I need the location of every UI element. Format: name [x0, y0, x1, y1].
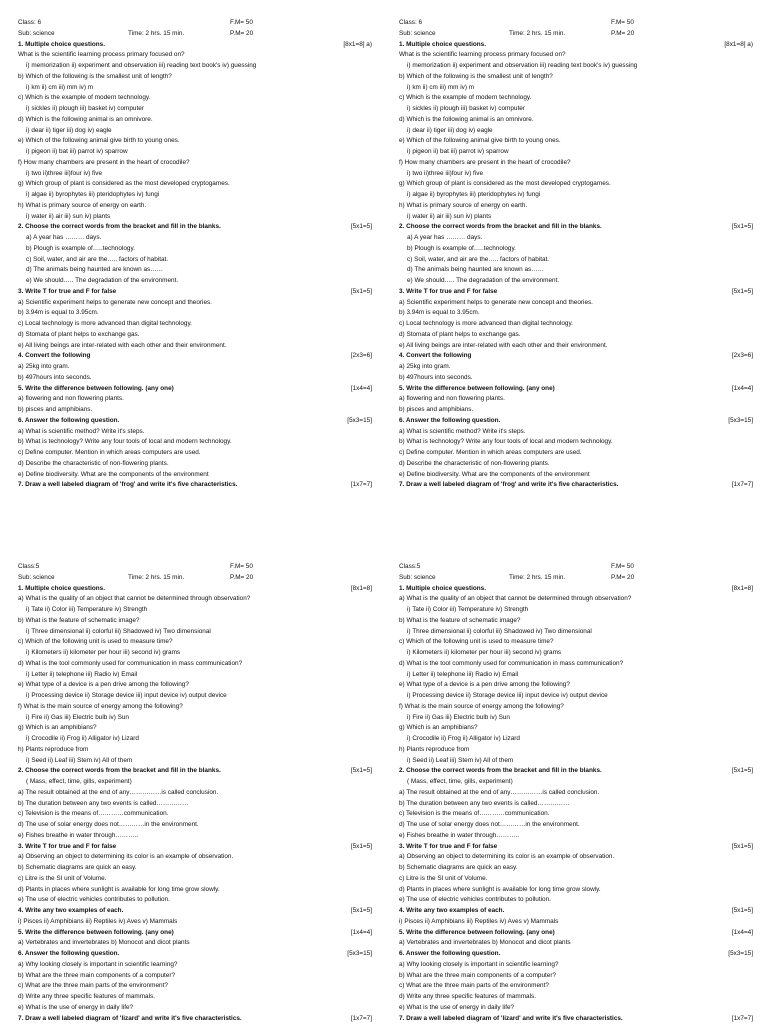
section-marks: [5x3=15] — [728, 950, 753, 957]
question-line: b) What is the feature of schematic image? — [399, 616, 521, 624]
options-line: i) algae ii) byrophytes iii) pteridophytes iv) fungi — [407, 191, 541, 198]
question-line: a) Scientific experiment helps to generate new concept and theories. — [399, 298, 593, 306]
options-line: i) Three dimensional ii) colorful iii) Shadowed iv) Two dimensional — [407, 627, 592, 635]
exam-paper-class5-right — [399, 562, 759, 1024]
question-line: a) 25kg into gram. — [399, 363, 451, 370]
question-line: b) 497hours into seconds. — [18, 373, 92, 381]
question-line: e) Fishes breathe in water through……….. — [399, 831, 520, 839]
section-heading: 2. Choose the correct words from the bracket and fill in the blanks. [5x1=5] — [399, 766, 759, 777]
section-heading: 6. Answer the following question. [5x3=15] — [399, 416, 759, 427]
section-heading: 1. Multiple choice questions. [8x1=8] a) — [18, 40, 378, 51]
question-line: g) Which is an amphibians? — [18, 724, 97, 732]
exam-paper-class6-left — [18, 18, 378, 491]
section-heading: 7. Draw a well labeled diagram of 'lizard' and write it's five characteristics. [1x7=7] — [18, 1014, 378, 1024]
section-heading: 6. Answer the following question. [5x3=15] — [18, 949, 378, 960]
question-line: e) Which of the following animal give birth to young ones. — [18, 137, 180, 145]
section-marks: [5x1=5] — [350, 767, 372, 775]
class-label: Class:5 — [18, 563, 40, 570]
section-marks: [5x1=5] — [731, 842, 753, 850]
section-heading: 5. Write the difference between following. (any one) [1x4=4] — [18, 928, 378, 939]
question-line: b) What are the three main components of a computer? — [18, 971, 176, 979]
question-line: e) What is the use of energy in daily life? — [18, 1003, 134, 1011]
question-line: d) Describe the characteristic of non-flowering plants. — [399, 459, 550, 467]
section-heading: 1. Multiple choice questions. [8x1=8] — [18, 584, 378, 595]
options-line: i) dear ii) tiger iii) dog iv) eagle — [26, 126, 112, 134]
question-line: b) 3.94m is equal to 3.95cm. — [18, 309, 99, 317]
question-line: c) Which of the following unit is used to measure time? — [18, 638, 173, 646]
options-line: i) Pisces ii) Amphibians iii) Reptiles iv) Aves v) Mammals — [399, 917, 559, 925]
subject-label: Sub: science — [399, 29, 436, 37]
class-label: Class: 6 — [399, 19, 423, 26]
section-heading: 4. Convert the following [2x3=6] — [18, 351, 378, 362]
options-line: i) Fire ii) Gas iii) Electric bulb iv) Sun — [26, 713, 129, 721]
options-line: i) Pisces ii) Amphibians iii) Reptiles iv) Aves v) Mammals — [18, 917, 178, 925]
question-line: b) pisces and amphibians. — [18, 406, 93, 413]
section-heading: 2. Choose the correct words from the bracket and fill in the blanks. [5x1=5] — [18, 222, 378, 233]
options-line: i) Kilometers ii) kilometer per hour iii) second iv) grams — [407, 649, 562, 656]
options-line: i) Letter ii) telephone iii) Radio iv) Email — [407, 670, 519, 678]
section-heading: 1. Multiple choice questions. [8x1=8] — [399, 584, 759, 595]
question-line: c) Which of the following unit is used to measure time? — [399, 638, 554, 646]
question-line: d) Plants in places where sunlight is available for long time grow slowly. — [399, 885, 601, 893]
header-row — [18, 562, 378, 573]
question-line: e) The use of electric vehicles contributes to pollution. — [399, 896, 551, 904]
question-line: c) Litre is the SI unit of Volume. — [18, 874, 107, 882]
question-line: d) Write any three specific features of mammals. — [18, 993, 155, 1000]
question-line: c) Television is the means of…………communication. — [18, 810, 169, 818]
question-line: d) Write any three specific features of mammals. — [399, 993, 536, 1000]
question-line: g) Which group of plant is considered as the most developed cryptogames. — [399, 180, 611, 188]
question-line: b) The duration between any two events is called…………… — [18, 799, 189, 807]
question-line: b) Plough is example of…..technology. — [407, 244, 516, 252]
options-line: i) Processing device ii) Storage device iii) input device iv) output device — [26, 692, 227, 699]
section-heading: 7. Draw a well labeled diagram of 'frog' and write it's five characteristics. [1x7=7] — [399, 480, 759, 491]
full-marks: F.M= 50 — [230, 563, 253, 570]
pass-marks: P.M= 20 — [611, 29, 635, 37]
question-line: a) Scientific experiment helps to generate new concept and theories. — [18, 298, 212, 306]
subject-label: Sub: science — [399, 573, 436, 581]
question-line: a) The result obtained at the end of any……………is called conclusion. — [18, 788, 219, 796]
section-marks: [1x7=7] — [731, 481, 753, 489]
options-line: i) memorization ii) experiment and observation iii) reading text book's iv) guessing — [26, 62, 257, 69]
question-line: c) What are the three main parts of the environment? — [18, 982, 168, 990]
options-line: i) Kilometers ii) kilometer per hour iii) second iv) grams — [26, 649, 181, 656]
question-line: f) How many chambers are present in the heart of crocodile? — [399, 158, 571, 166]
section-marks: [5x1=5] — [350, 842, 372, 850]
header-row — [18, 29, 378, 40]
options-line: i) sickles ii) plough iii) basket iv) computer — [26, 105, 144, 112]
section-marks: [5x1=5] — [731, 223, 753, 231]
section-heading: 5. Write the difference between following. (any one) [1x4=4] — [399, 928, 759, 939]
question-line: d) What is the tool commonly used for communication in mass communication? — [18, 659, 243, 667]
options-line: i) Letter ii) telephone iii) Radio iv) Email — [26, 670, 138, 678]
section-marks: [5x1=5] — [731, 287, 753, 295]
header-row — [399, 29, 759, 40]
question-line: b) 3.94m is equal to 3.95cm. — [399, 309, 480, 317]
question-line: a) What is the quality of an object that cannot be determined through observation? — [18, 595, 251, 603]
section-heading: 1. Multiple choice questions. [8x1=8] a) — [399, 40, 759, 51]
section-heading: 2. Choose the correct words from the bracket and fill in the blanks. [5x1=5] — [18, 766, 378, 777]
question-line: e) What type of a device is a pen drive among the following? — [399, 681, 570, 689]
question-line: c) Local technology is more advanced than digital technology. — [399, 320, 573, 327]
pass-marks: P.M= 20 — [230, 29, 254, 37]
section-heading: 7. Draw a well labeled diagram of 'lizard' and write it's five characteristics. [1x7=7] — [399, 1014, 759, 1024]
class-label: Class: 6 — [18, 19, 42, 26]
options-line: i) Processing device ii) Storage device iii) input device iv) output device — [407, 692, 608, 699]
question-line: What is the scientific learning process primary focused on? — [18, 51, 185, 59]
question-line: d) Plants in places where sunlight is available for long time grow slowly. — [18, 885, 220, 893]
subject-label: Sub: science — [18, 29, 55, 37]
options-line: i) water ii) air iii) sun iv) plants — [407, 212, 492, 220]
question-line: c) Local technology is more advanced than digital technology. — [18, 320, 192, 327]
question-line: a) Observing an object to determining its color is an example of observation. — [18, 853, 234, 861]
full-marks: F.M= 50 — [611, 19, 634, 26]
question-line: d) The animals being haunted are known as…… — [26, 266, 164, 274]
question-line: a) A year has ……… days. — [26, 234, 102, 241]
options-line: i) Three dimensional ii) colorful iii) Shadowed iv) Two dimensional — [26, 627, 211, 635]
question-line: b) Which of the following is the smallest unit of length? — [399, 72, 553, 80]
section-marks: [1x4=4] — [350, 384, 372, 392]
section-heading: 3. Write T for true and F for false [5x1=5] — [18, 842, 378, 853]
question-line: e) All living beings are inter-related with each other and their environment. — [18, 341, 227, 349]
section-heading: 4. Write any two examples of each. [5x1=5] — [18, 906, 378, 917]
options-line: i) km ii) cm iii) mm iv) m — [26, 83, 94, 91]
question-line: h) Plants reproduce from — [399, 745, 470, 753]
question-line: e) Which of the following animal give birth to young ones. — [399, 137, 561, 145]
question-line: b) pisces and amphibians. — [399, 406, 474, 413]
question-line: d) Stomata of plant helps to exchange gas. — [18, 330, 140, 338]
section-marks: [5x3=15] — [347, 416, 372, 424]
question-line: c) Define computer. Mention in which areas computers are used. — [399, 449, 582, 456]
section-marks: [5x1=5] — [350, 907, 372, 914]
question-line: f) What is the main source of energy among the following? — [18, 702, 183, 710]
question-line: What is the scientific learning process primary focused on? — [399, 51, 566, 59]
section-marks: [5x1=5] — [350, 223, 372, 231]
options-line: i) dear ii) tiger iii) dog iv) eagle — [407, 126, 493, 134]
section-marks: [1x4=4] — [731, 928, 753, 936]
section-marks: [8x1=8] — [350, 584, 372, 592]
question-line: e) The use of electric vehicles contributes to pollution. — [18, 896, 170, 904]
question-line: a) What is the quality of an object that cannot be determined through observation? — [399, 595, 632, 603]
options-line: i) Tate ii) Color iii) Temperature iv) Strength — [26, 606, 148, 613]
section-marks: [1x7=7] — [350, 481, 372, 489]
question-line: c) Soil, water, and air are the….. factors of habitat. — [407, 255, 550, 263]
section-heading: 2. Choose the correct words from the bracket and fill in the blanks. [5x1=5] — [399, 222, 759, 233]
question-line: a) flowering and non flowering plants. — [18, 395, 124, 403]
question-line: h) Plants reproduce from — [18, 745, 89, 753]
section-marks: [1x4=4] — [731, 384, 753, 392]
question-line: a) A year has ……… days. — [407, 234, 483, 241]
question-line: a) What is scientific method? Write it's steps. — [18, 427, 145, 435]
question-line: a) 25kg into gram. — [18, 363, 70, 370]
question-line: d) The animals being haunted are known as…… — [407, 266, 545, 274]
question-line: b) Schematic diagrams are quick an easy. — [18, 864, 137, 871]
word-bank: ( Mass, effect, time, gills, experiment) — [26, 778, 132, 785]
options-line: i) km ii) cm iii) mm iv) m — [407, 83, 475, 91]
question-line: b) What are the three main components of a computer? — [399, 971, 557, 979]
options-line: a) Vertebrates and invertebrates b) Monocot and dicot plants — [399, 939, 571, 947]
section-heading: 6. Answer the following question. [5x3=15] — [18, 416, 378, 427]
options-line: i) pigeon ii) bat iii) parrot iv) sparrow — [26, 148, 128, 155]
section-heading: 4. Write any two examples of each. [5x1=5] — [399, 906, 759, 917]
section-heading: 5. Write the difference between following. (any one) [1x4=4] — [18, 384, 378, 395]
question-line: a) The result obtained at the end of any……………is called conclusion. — [399, 788, 600, 796]
options-line: i) Tate ii) Color iii) Temperature iv) Strength — [407, 606, 529, 613]
exam-paper-class5-left — [18, 562, 378, 1024]
options-line: a) Vertebrates and invertebrates b) Monocot and dicot plants — [18, 939, 190, 947]
section-marks: [1x7=7] — [731, 1014, 753, 1022]
question-line: e) Fishes breathe in water through……….. — [18, 831, 139, 839]
question-line: f) What is the main source of energy among the following? — [399, 702, 564, 710]
question-line: d) The use of solar energy does not…………in the environment. — [399, 821, 580, 828]
question-line: e) We should….. The degradation of the environment. — [26, 277, 179, 284]
question-line: e) Define biodiversity. What are the components of the environment — [18, 470, 209, 478]
header-row — [18, 18, 378, 29]
header-row — [399, 562, 759, 573]
question-line: c) What are the three main parts of the environment? — [399, 982, 549, 990]
question-line: h) What is primary source of energy on earth. — [18, 201, 147, 209]
full-marks: F.M= 50 — [230, 19, 253, 26]
question-line: a) Why looking closely is important in scientific learning? — [399, 960, 559, 968]
question-line: d) The use of solar energy does not…………in the environment. — [18, 821, 199, 828]
options-line: i) water ii) air iii) sun iv) plants — [26, 212, 111, 220]
pass-marks: P.M= 20 — [611, 573, 635, 581]
section-marks: [8x1=8] — [731, 584, 753, 592]
question-line: d) Which is the following animal is an omnivore. — [18, 115, 153, 123]
question-line: d) Stomata of plant helps to exchange gas. — [399, 330, 521, 338]
options-line: i) Seed ii) Leaf iii) Stem iv) All of them — [26, 756, 133, 764]
question-line: d) Which is the following animal is an omnivore. — [399, 115, 534, 123]
section-marks: [5x3=15] — [347, 950, 372, 957]
options-line: i) sickles ii) plough iii) basket iv) computer — [407, 105, 525, 112]
question-line: b) Schematic diagrams are quick an easy. — [399, 864, 518, 871]
section-marks: [8x1=8] a) — [724, 40, 753, 48]
question-line: g) Which group of plant is considered as the most developed cryptogames. — [18, 180, 230, 188]
question-line: b) What is the feature of schematic image? — [18, 616, 140, 624]
section-heading: 3. Write T for true and F for false [5x1=5] — [18, 287, 378, 298]
question-line: a) What is scientific method? Write it's steps. — [399, 427, 526, 435]
subject-label: Sub: science — [18, 573, 55, 581]
question-line: e) What type of a device is a pen drive among the following? — [18, 681, 189, 689]
section-marks: [5x1=5] — [350, 287, 372, 295]
options-line: i) memorization ii) experiment and observation iii) reading text book's iv) guessing — [407, 62, 638, 69]
header-row — [399, 573, 759, 584]
options-line: i) two ii)three iii)four iv) five — [407, 169, 483, 177]
section-marks: [1x7=7] — [350, 1014, 372, 1022]
options-line: i) two ii)three iii)four iv) five — [26, 169, 102, 177]
question-line: c) Soil, water, and air are the….. factors of habitat. — [26, 255, 169, 263]
time-label: Time: 2 hrs. 15 min. — [509, 573, 566, 581]
question-line: d) Describe the characteristic of non-flowering plants. — [18, 459, 169, 467]
section-heading: 6. Answer the following question. [5x3=15] — [399, 949, 759, 960]
time-label: Time: 2 hrs. 15 min. — [128, 573, 185, 581]
question-line: c) Which is the example of modern technology. — [399, 94, 532, 102]
options-line: i) Crocodile ii) Frog ii) Alligator iv) Lizard — [407, 735, 520, 742]
question-line: c) Litre is the SI unit of Volume. — [399, 874, 488, 882]
pass-marks: P.M= 20 — [230, 573, 254, 581]
options-line: i) algae ii) byrophytes iii) pteridophytes iv) fungi — [26, 191, 160, 198]
time-label: Time: 2 hrs. 15 min. — [128, 29, 185, 37]
full-marks: F.M= 50 — [611, 563, 634, 570]
header-row — [18, 573, 378, 584]
section-marks: [5x3=15] — [728, 416, 753, 424]
section-heading: 3. Write T for true and F for false [5x1=5] — [399, 287, 759, 298]
class-label: Class:5 — [399, 563, 421, 570]
section-marks: [5x1=5] — [731, 767, 753, 775]
word-bank: ( Mass, effect, time, gills, experiment) — [407, 778, 513, 785]
options-line: i) Fire ii) Gas iii) Electric bulb iv) Sun — [407, 713, 510, 721]
question-line: e) We should….. The degradation of the environment. — [407, 277, 560, 284]
section-marks: [2x3=6] — [350, 352, 372, 360]
question-line: e) All living beings are inter-related with each other and their environment. — [399, 341, 608, 349]
question-line: b) Which of the following is the smallest unit of length? — [18, 72, 172, 80]
question-line: b) The duration between any two events is called…………… — [399, 799, 570, 807]
question-line: c) Define computer. Mention in which areas computers are used. — [18, 449, 201, 456]
options-line: i) Seed ii) Leaf iii) Stem iv) All of them — [407, 756, 514, 764]
question-line: b) Plough is example of…..technology. — [26, 244, 135, 252]
section-heading: 3. Write T for true and F for false [5x1=5] — [399, 842, 759, 853]
section-heading: 5. Write the difference between following. (any one) [1x4=4] — [399, 384, 759, 395]
section-marks: [1x4=4] — [350, 928, 372, 936]
time-label: Time: 2 hrs. 15 min. — [509, 29, 566, 37]
question-line: b) 497hours into seconds. — [399, 373, 473, 381]
question-line: e) What is the use of energy in daily life? — [399, 1003, 515, 1011]
header-row — [399, 18, 759, 29]
question-line: b) What is technology? Write any four tools of local and modern technology. — [18, 438, 232, 446]
question-line: h) What is primary source of energy on earth. — [399, 201, 528, 209]
question-line: b) What is technology? Write any four tools of local and modern technology. — [399, 438, 613, 446]
section-marks: [8x1=8] a) — [343, 40, 372, 48]
options-line: i) Crocodile ii) Frog ii) Alligator iv) Lizard — [26, 735, 139, 742]
options-line: i) pigeon ii) bat iii) parrot iv) sparrow — [407, 148, 509, 155]
question-line: g) Which is an amphibians? — [399, 724, 478, 732]
section-marks: [5x1=5] — [731, 907, 753, 914]
section-heading: 7. Draw a well labeled diagram of 'frog' and write it's five characteristics. [1x7=7] — [18, 480, 378, 491]
question-line: c) Television is the means of…………communication. — [399, 810, 550, 818]
section-heading: 4. Convert the following [2x3=6] — [399, 351, 759, 362]
question-line: c) Which is the example of modern technology. — [18, 94, 151, 102]
question-line: e) Define biodiversity. What are the components of the environment — [399, 470, 590, 478]
section-marks: [2x3=6] — [731, 352, 753, 360]
question-line: d) What is the tool commonly used for communication in mass communication? — [399, 659, 624, 667]
question-line: a) Observing an object to determining its color is an example of observation. — [399, 853, 615, 861]
question-line: a) Why looking closely is important in scientific learning? — [18, 960, 178, 968]
question-line: f) How many chambers are present in the heart of crocodile? — [18, 158, 190, 166]
exam-paper-class6-right — [399, 18, 759, 491]
question-line: a) flowering and non flowering plants. — [399, 395, 505, 403]
